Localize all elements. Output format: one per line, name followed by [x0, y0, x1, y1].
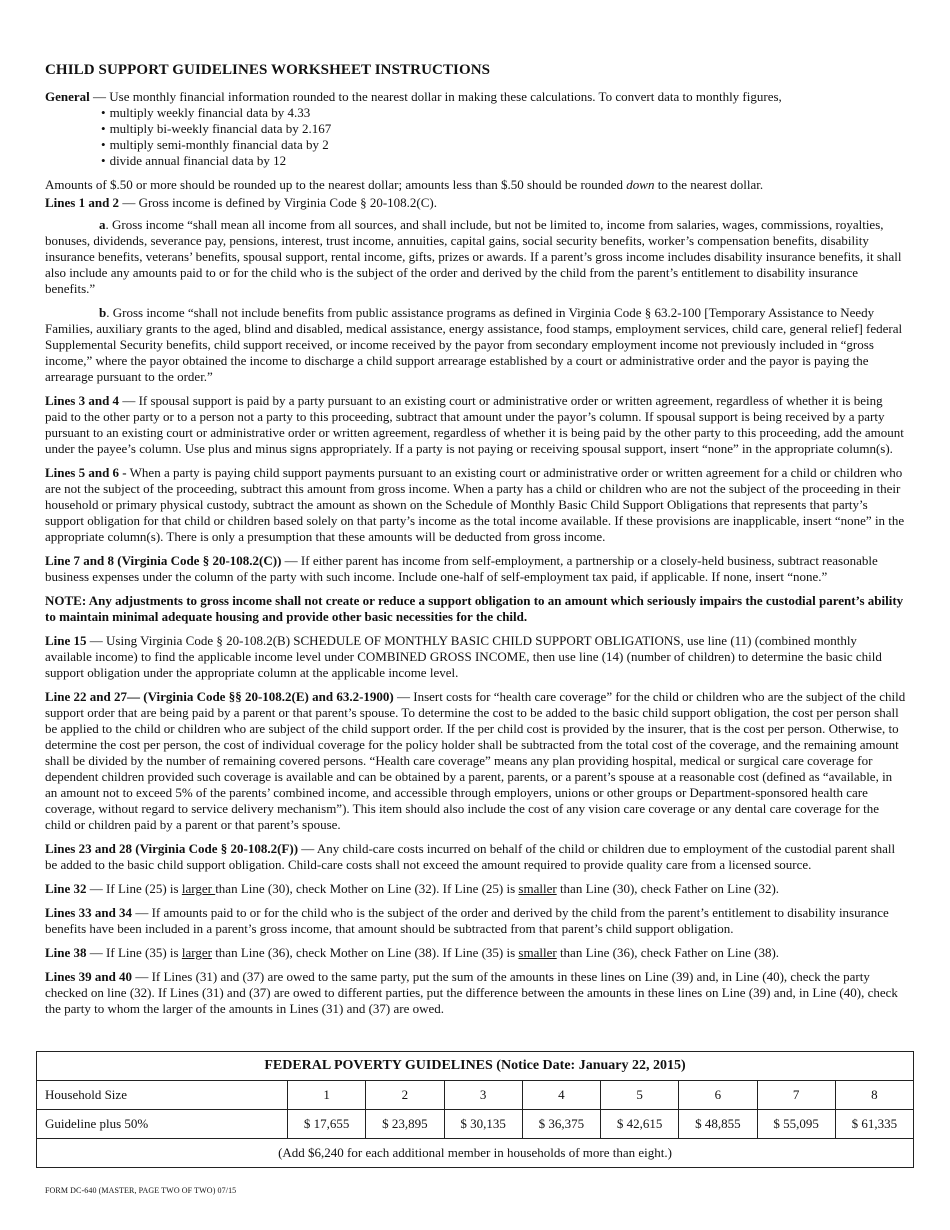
- line-38-underline-smaller: smaller: [518, 945, 557, 960]
- lines-5-6-label: Lines 5 and 6 -: [45, 465, 127, 480]
- general-text: — Use monthly financial information rounded to the nearest dollar in making these calculations. To convert data to monthly figures,: [89, 89, 782, 104]
- lines-3-4-label: Lines 3 and 4: [45, 393, 120, 408]
- table-cell: $ 23,895: [366, 1110, 444, 1139]
- line-22-27-text: — Insert costs for “health care coverage” for the child or children who are the subject of the child support order that are being paid by a parent or that parent’s spouse. To determine the cost to be added to the basic child support obligation, the cost per person shall be applied to the child or children who are subject of the child support order. If the per child cost is provided by the insurer, that is the cost per person. Otherwise, to determine the cost per person, the cost of individual coverage for the policy holder shall be subtracted from the total cost of the coverage, and the remaining amount shall be divided by the number of remaining covered persons. “Health care coverage” means any plan providing hospital, medical or surgical care coverage for dependent children provided such coverage is available and can be obtained by a parent, parents, or a parent’s spouse at a reasonable cost (defined as “available, in an amount not to exceed 5% of the parents’ combined income, and accessible through employers, unions or other groups or Department-sponsored health care coverage, without regard to service delivery mechanism”). This item should also include the cost of any vision care coverage or any dental care coverage for the child or children paid by a parent or that parent’s spouse.: [45, 689, 906, 832]
- table-cell: $ 36,375: [522, 1110, 600, 1139]
- lines-1-2-label: Lines 1 and 2: [45, 195, 120, 210]
- table-row: [37, 1081, 914, 1110]
- lines-23-28-paragraph: [45, 841, 907, 873]
- lines-39-40-text: — If Lines (31) and (37) are owed to the same party, put the sum of the amounts in these lines on Line (39) and, in Line (40), check the party checked on line (32). If Lines (31) and (37) are owed to different parties, put the difference between the amounts in these lines on Line (39) and, in Line (40), check the party to whom the larger of the amounts in Lines (31) and (37) are owed.: [45, 969, 898, 1016]
- table-cell: 6: [679, 1081, 757, 1110]
- gross-income-b: [45, 305, 907, 385]
- item-a-text: . Gross income “shall mean all income from all sources, and shall include, but not be limited to, income from salaries, wages, commissions, royalties, bonuses, dividends, severance pay, pensions, interest, trust income, annuities, capital gains, social security benefits, worker’s compensation benefits, disability insurance benefits, veterans’ benefits, spousal support, rental income, gifts, prizes or awards. If a parent’s gross income includes disability insurance benefits, it shall also include any amounts paid to or for the child who is the subject of the order and derived by the child from the parent’s entitlement to disability insurance benefits.”: [45, 217, 902, 296]
- table-title-row: [37, 1052, 914, 1081]
- line-22-27-label: Line 22 and 27— (Virginia Code §§ 20-108.2(E) and 63.2-1900): [45, 689, 394, 704]
- gross-income-a: [45, 217, 907, 297]
- rounding-paragraph: [45, 177, 907, 193]
- poverty-guidelines-table: [36, 1051, 914, 1168]
- line-7-8-label: Line 7 and 8 (Virginia Code § 20-108.2(C)): [45, 553, 282, 568]
- line-32-underline-larger: larger: [181, 881, 216, 896]
- lines-1-2-paragraph: [45, 195, 907, 211]
- line-38-underline-larger: larger: [181, 945, 212, 960]
- list-item: • multiply weekly financial data by 4.33: [101, 105, 907, 121]
- lines-33-34-label: Lines 33 and 34: [45, 905, 133, 920]
- table-row: [37, 1110, 914, 1139]
- conversion-list: [101, 105, 907, 169]
- lines-23-28-text: — Any child-care costs incurred on behalf of the child or children due to employment of the custodial parent shall be added to the basic child support obligation. Child-care costs shall not exceed the amount required to provide quality care from a licensed source.: [45, 841, 896, 872]
- line-38-paragraph: [45, 945, 907, 961]
- table-cell: 7: [757, 1081, 835, 1110]
- table-cell: 4: [522, 1081, 600, 1110]
- note-text: NOTE: Any adjustments to gross income shall not create or reduce a support obligation to an amount which seriously impairs the custodial parent’s ability to maintain minimal adequate housing and provide other basic necessities for the child.: [45, 593, 904, 624]
- table-cell: 8: [835, 1081, 913, 1110]
- lines-39-40-label: Lines 39 and 40: [45, 969, 133, 984]
- form-footer: FORM DC-640 (MASTER, PAGE TWO OF TWO) 07/15: [45, 1186, 237, 1195]
- line-15-paragraph: [45, 633, 907, 681]
- line-38-text-3: than Line (36), check Father on Line (38).: [556, 945, 780, 960]
- lines-33-34-paragraph: [45, 905, 907, 937]
- table-cell: $ 30,135: [444, 1110, 522, 1139]
- line-15-label: Line 15: [45, 633, 87, 648]
- line-32-label: Line 32: [45, 881, 87, 896]
- table-cell: $ 61,335: [835, 1110, 913, 1139]
- line-32-text: — If Line (25) is: [86, 881, 182, 896]
- item-a-label: a: [99, 217, 106, 232]
- line-38-text-2: than Line (36), check Mother on Line (38). If Line (35) is: [211, 945, 519, 960]
- line-32-paragraph: [45, 881, 907, 897]
- lines-5-6-text: When a party is paying child support payments pursuant to an existing court or administrative order or written agreement for a child or children who are not the subject of the proceeding, subtract this amount from gross income. When a party has a child or children who are not the subject of the proceeding in their household or primary physical custody, subtract the amount as shown on the Schedule of Monthly Basic Child Support Obligations that represents that party’s support obligation for that child or children based solely on that party’s income as the total income available. If these provisions are inapplicable, insert “none” in the appropriate column(s). There is only a presumption that these amounts will be deducted from gross income.: [45, 465, 905, 544]
- table-cell: $ 42,615: [601, 1110, 679, 1139]
- table-cell: $ 48,855: [679, 1110, 757, 1139]
- lines-5-6-paragraph: [45, 465, 907, 545]
- item-b-label: b: [99, 305, 107, 320]
- table-cell: $ 17,655: [288, 1110, 366, 1139]
- poverty-table-note: (Add $6,240 for each additional member in households of more than eight.): [37, 1139, 914, 1168]
- rounding-emphasis: down: [626, 177, 655, 192]
- instructions-page: [45, 62, 907, 1017]
- line-32-text-3: than Line (30), check Father on Line (32).: [556, 881, 780, 896]
- lines-1-2-text: — Gross income is defined by Virginia Code § 20-108.2(C).: [119, 195, 437, 210]
- poverty-table-title: FEDERAL POVERTY GUIDELINES (Notice Date: January 22, 2015): [37, 1052, 914, 1081]
- line-32-text-2: than Line (30), check Mother on Line (32). If Line (25) is: [215, 881, 519, 896]
- table-cell: $ 55,095: [757, 1110, 835, 1139]
- table-cell: 5: [601, 1081, 679, 1110]
- general-label: General: [45, 89, 90, 104]
- table-cell: 2: [366, 1081, 444, 1110]
- line-32-underline-smaller: smaller: [518, 881, 557, 896]
- rounding-text-end: to the nearest dollar.: [654, 177, 764, 192]
- lines-3-4-text: — If spousal support is paid by a party pursuant to an existing court or administrative order or written agreement, regardless of whether it is being paid to the other party or to a person not a party to this proceeding, subtract that amount under the payor’s column. If spousal support is being received by a party pursuant to an existing court or administrative order or written agreement, regardless of whether it is being paid by the other party to this proceeding, add the amount under the payee’s column. Use plus and minus signs appropriately. If a party is not paying or receiving spousal support, insert “none” in the appropriate column(s).: [45, 393, 904, 456]
- line-22-27-paragraph: [45, 689, 907, 833]
- lines-3-4-paragraph: [45, 393, 907, 457]
- rounding-text: Amounts of $.50 or more should be rounded up to the nearest dollar; amounts less than $.50 should be rounded: [45, 177, 627, 192]
- item-b-text: . Gross income “shall not include benefits from public assistance programs as defined in Virginia Code § 63.2-100 [Temporary Assistance to Needy Families, auxiliary grants to the aged, blind and disabled, medical assistance, energy assistance, food stamps, employment services, child care, general relief] federal Supplemental Security benefits, child support received, or income received by the payor from secondary employment income not previously included in “gross income,” where the payor obtained the income to discharge a child support arrearage established by a court or administrative order and the payor is paying the arrearage pursuant to the order.”: [45, 305, 903, 384]
- table-note-row: [37, 1139, 914, 1168]
- table-cell: 1: [288, 1081, 366, 1110]
- guideline-label: Guideline plus 50%: [37, 1110, 288, 1139]
- lines-39-40-paragraph: [45, 969, 907, 1017]
- list-item: • multiply semi-monthly financial data by 2: [101, 137, 907, 153]
- household-size-label: Household Size: [37, 1081, 288, 1110]
- list-item: • multiply bi-weekly financial data by 2.167: [101, 121, 907, 137]
- table-cell: 3: [444, 1081, 522, 1110]
- line-15-text: — Using Virginia Code § 20-108.2(B) SCHEDULE OF MONTHLY BASIC CHILD SUPPORT OBLIGATIONS, use line (11) (combined monthly available income) to find the applicable income level under COMBINED GROSS INCOME, then use line (14) (number of children) to determine the basic child support obligation under the appropriate column at the applicable income level.: [45, 633, 882, 680]
- page-title: CHILD SUPPORT GUIDELINES WORKSHEET INSTRUCTIONS: [45, 62, 491, 78]
- line-38-text: — If Line (35) is: [86, 945, 182, 960]
- line-7-8-paragraph: [45, 553, 907, 585]
- list-item: • divide annual financial data by 12: [101, 153, 907, 169]
- note-paragraph: [45, 593, 907, 625]
- line-7-8-text: — If either parent has income from self-employment, a partnership or a closely-held business, subtract reasonable business expenses under the column of the party with such income. Include one-half of self-employment tax paid, if applicable. If none, insert “none.”: [45, 553, 878, 584]
- lines-33-34-text: — If amounts paid to or for the child who is the subject of the order and derived by the child from the parent’s entitlement to disability insurance benefits have been included in a parent’s gross income, that amount should be subtracted from that parent’s child support obligation.: [45, 905, 889, 936]
- lines-23-28-label: Lines 23 and 28 (Virginia Code § 20-108.2(F)): [45, 841, 299, 856]
- general-paragraph: [45, 89, 907, 105]
- line-38-label: Line 38: [45, 945, 87, 960]
